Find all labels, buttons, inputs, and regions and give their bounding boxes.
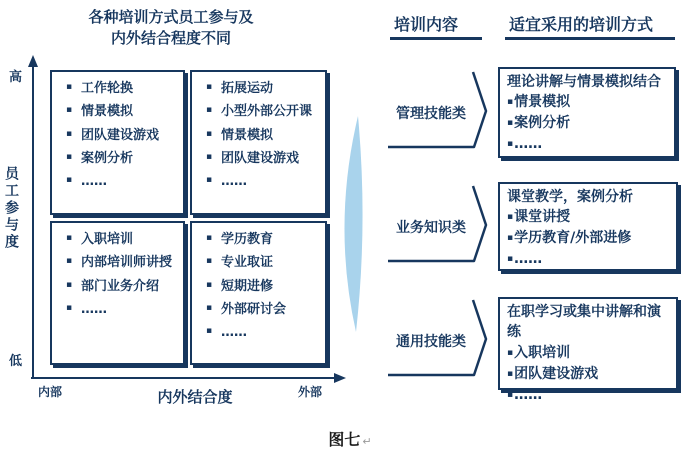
list-item: ▪ …… <box>507 134 668 155</box>
list-item: ▪ 学历教育/外部进修 <box>507 228 670 249</box>
diagram-title <box>35 7 307 49</box>
figure-caption <box>290 427 410 450</box>
x-axis-arrow <box>31 373 346 383</box>
list-item: ▪ 小型外部公开课 <box>206 104 321 120</box>
list-item: ▪ …… <box>66 174 179 190</box>
quadrant-bottom-left-list <box>52 223 183 318</box>
diagram-title-line2: 内外结合程度不同 <box>110 29 231 47</box>
flow-arrow <box>344 116 362 332</box>
list-item: ▪ …… <box>66 302 179 318</box>
y-axis-high-label: 高 <box>9 70 23 85</box>
methods-box-management-heading: 理论讲解与情景模拟结合 <box>507 74 661 90</box>
methods-box-general <box>498 297 678 403</box>
header-underline-2 <box>505 37 675 40</box>
list-item: ▪ 课堂讲授 <box>507 207 670 228</box>
list-item: ▪ 入职培训 <box>507 343 670 364</box>
list-item: ▪ …… <box>206 325 321 341</box>
diagram-title-line1: 各种培训方式员工参与及 <box>88 8 254 26</box>
list-item: ▪ 学历教育 <box>206 232 321 248</box>
category-management-skills: 管理技能类 <box>396 106 466 122</box>
methods-box-general-list <box>507 343 670 406</box>
quadrant-bottom-right <box>190 221 327 365</box>
list-item: ▪ 工作轮换 <box>66 81 179 97</box>
y-axis-title: 员工参与度 <box>3 166 19 251</box>
methods-box-business <box>498 182 678 271</box>
list-item: ▪ 部门业务介绍 <box>66 279 179 295</box>
methods-box-business-heading: 课堂教学，案例分析 <box>507 189 633 205</box>
paragraph-return-mark: ↵ <box>362 435 372 448</box>
quadrant-top-right-list <box>192 72 325 190</box>
header-underline-1 <box>390 37 482 40</box>
list-item: ▪ 团队建设游戏 <box>507 364 670 385</box>
list-item: ▪ 外部研讨会 <box>206 302 321 318</box>
list-item: ▪ 情景模拟 <box>66 104 179 120</box>
list-item: ▪ 专业取证 <box>206 255 321 271</box>
list-item: ▪ …… <box>507 385 670 406</box>
list-item: ▪ 拓展运动 <box>206 81 321 97</box>
quadrant-top-left <box>50 70 185 215</box>
list-item: ▪ 内部培训师讲授 <box>66 255 179 271</box>
list-item: ▪ 团队建设游戏 <box>206 151 321 167</box>
quadrant-bottom-right-list <box>192 223 325 341</box>
header-training-content: 培训内容 <box>394 15 459 34</box>
list-item: ▪ …… <box>507 249 670 270</box>
methods-box-general-heading: 在职学习或集中讲解和演练 <box>507 304 661 341</box>
quadrant-top-right <box>190 70 327 215</box>
y-axis-low-label: 低 <box>9 354 23 369</box>
category-general-skills: 通用技能类 <box>396 334 466 350</box>
list-item: ▪ 案例分析 <box>507 113 668 134</box>
methods-box-management <box>498 67 676 158</box>
x-axis-left-label: 内部 <box>38 385 63 399</box>
y-axis-arrow <box>28 55 38 377</box>
x-axis-title: 内外结合度 <box>157 388 233 406</box>
list-item: ▪ 团队建设游戏 <box>66 128 179 144</box>
list-item: ▪ 案例分析 <box>66 151 179 167</box>
quadrant-bottom-left <box>50 221 185 365</box>
category-business-knowledge: 业务知识类 <box>396 220 466 236</box>
x-axis-right-label: 外部 <box>298 385 323 399</box>
header-suitable-methods: 适宜采用的培训方式 <box>509 15 654 34</box>
list-item: ▪ 情景模拟 <box>206 128 321 144</box>
methods-box-business-list <box>507 207 670 270</box>
list-item: ▪ 入职培训 <box>66 232 179 248</box>
list-item: ▪ …… <box>206 174 321 190</box>
list-item: ▪ 情景模拟 <box>507 92 668 113</box>
quadrant-top-left-list <box>52 72 183 190</box>
list-item: ▪ 短期进修 <box>206 279 321 295</box>
methods-box-management-list <box>507 92 668 155</box>
figure-caption-text: 图七 <box>328 430 361 449</box>
